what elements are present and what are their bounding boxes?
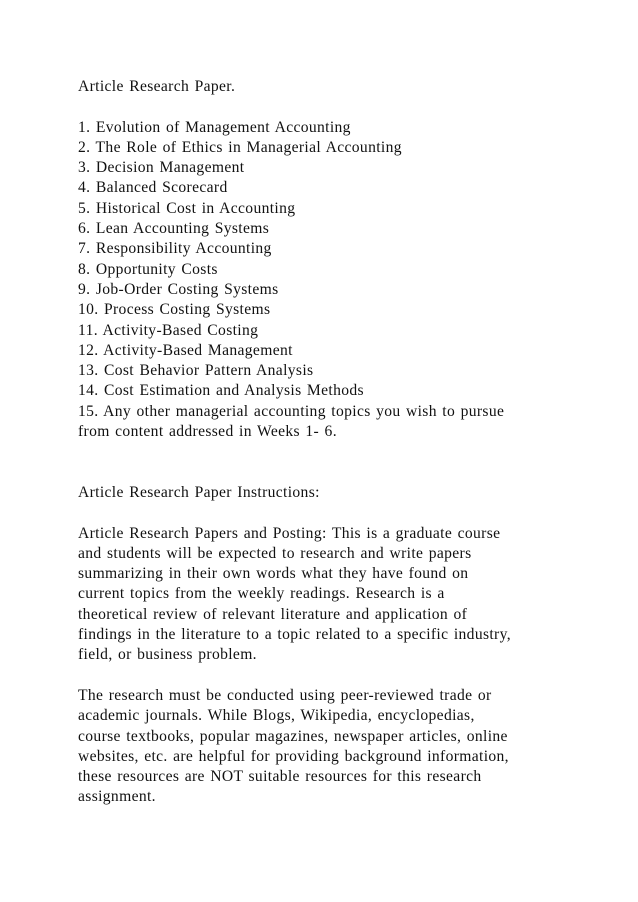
paragraph-line: theoretical review of relevant literature and application of xyxy=(78,605,468,623)
topic-item: 9. Job-Order Costing Systems xyxy=(78,280,279,298)
topic-item-continuation: from content addressed in Weeks 1- 6. xyxy=(78,423,337,441)
topic-item: 3. Decision Management xyxy=(78,159,245,177)
topic-item: 8. Opportunity Costs xyxy=(78,260,218,278)
paragraph-line: course textbooks, popular magazines, newspaper articles, online xyxy=(78,727,508,745)
topic-item: 6. Lean Accounting Systems xyxy=(78,220,270,238)
paragraph-line: websites, etc. are helpful for providing background information, xyxy=(78,747,509,765)
topic-item: 10. Process Costing Systems xyxy=(78,301,271,319)
topic-item: 15. Any other managerial accounting topics you wish to pursue xyxy=(78,402,505,420)
paragraph-line: academic journals. While Blogs, Wikipedia, encyclopedias, xyxy=(78,707,475,725)
paragraph-line: summarizing in their own words what they have found on xyxy=(78,565,469,583)
paragraph-line: these resources are NOT suitable resources for this research xyxy=(78,768,482,786)
topic-item: 14. Cost Estimation and Analysis Methods xyxy=(78,382,364,400)
paragraph-line: findings in the literature to a topic related to a specific industry, xyxy=(78,626,511,644)
instructions-paragraph-2 xyxy=(78,686,578,808)
paragraph-line: The research must be conducted using peer-reviewed trade or xyxy=(78,686,492,704)
instructions-heading: Article Research Paper Instructions: xyxy=(78,483,320,501)
document-body xyxy=(78,77,578,808)
topic-item: 4. Balanced Scorecard xyxy=(78,179,228,197)
paragraph-line: field, or business problem. xyxy=(78,646,257,664)
topic-item: 2. The Role of Ethics in Managerial Accounting xyxy=(78,138,402,156)
paragraph-line: assignment. xyxy=(78,788,156,806)
document-title: Article Research Paper. xyxy=(78,78,236,95)
topic-list xyxy=(78,118,578,443)
instructions-paragraph-1 xyxy=(78,524,578,666)
topic-item: 7. Responsibility Accounting xyxy=(78,240,272,258)
topic-item: 5. Historical Cost in Accounting xyxy=(78,199,296,217)
paragraph-line: Article Research Papers and Posting: This is a graduate course xyxy=(78,524,501,542)
topic-item: 13. Cost Behavior Pattern Analysis xyxy=(78,362,314,380)
paragraph-line: and students will be expected to research and write papers xyxy=(78,544,472,562)
topic-item: 12. Activity-Based Management xyxy=(78,341,293,359)
paragraph-line: current topics from the weekly readings. Research is a xyxy=(78,585,445,603)
topic-item: 1. Evolution of Management Accounting xyxy=(78,118,351,136)
topic-item: 11. Activity-Based Costing xyxy=(78,321,259,339)
